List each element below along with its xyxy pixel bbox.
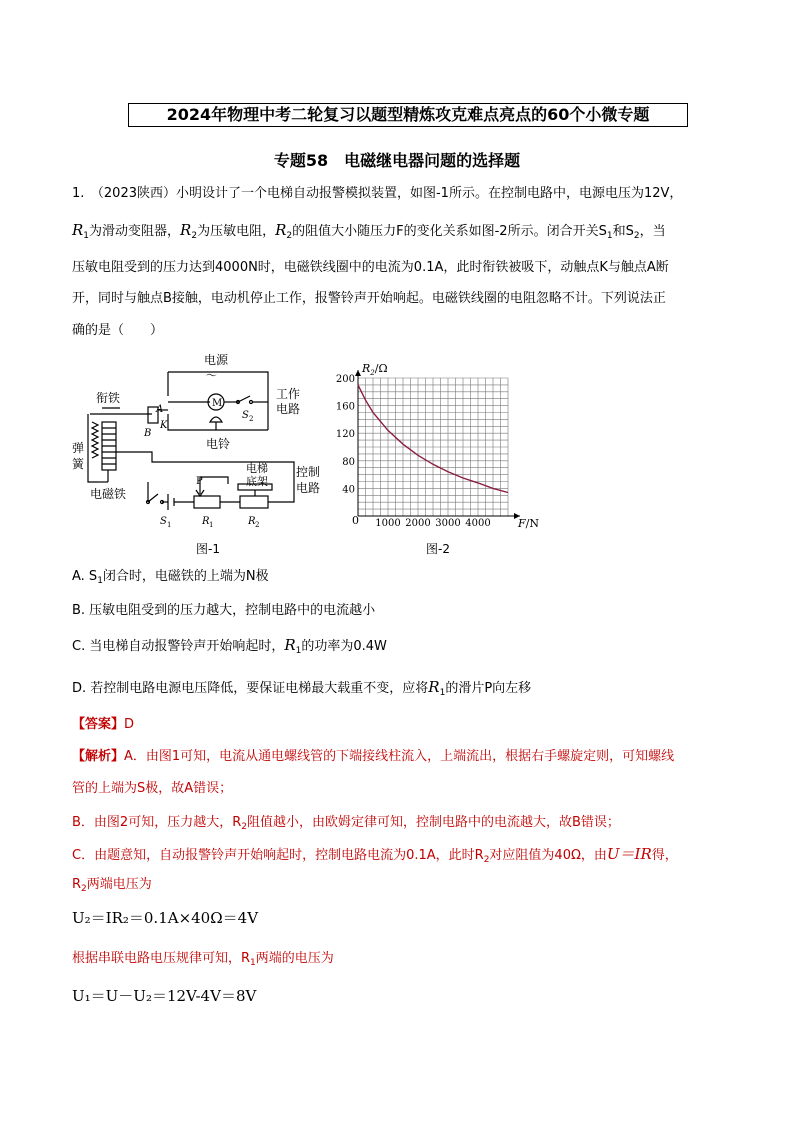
x-axis-label: F/N xyxy=(518,517,539,530)
analysis-line-3: B．由图2可知，压力越大，$R_2$阻值越小，由欧姆定律可知，控制电路中的电流越大，故B错误； xyxy=(72,815,620,832)
x-tick-label: 1000 xyxy=(375,518,401,529)
label-r1: R xyxy=(202,516,210,527)
y-tick-label: 40 xyxy=(342,484,355,496)
label-power: 电源 xyxy=(204,353,229,367)
analysis-line-5: $R_2$两端电压为 xyxy=(72,877,152,894)
analysis-line-1: 【解析】A．由图1可知，电流从通电螺线管的下端接线柱流入，上端流出，根据右手螺旋定则，可知螺线 xyxy=(72,749,675,764)
topic-title: 专题58 电磁继电器问题的选择题 xyxy=(273,151,521,170)
pressure-resistor-r2 xyxy=(240,496,268,508)
question-line-5: 确的是（ ） xyxy=(72,323,164,338)
label-magnet: 电磁铁 xyxy=(90,487,127,501)
question-line-2: $R_1$为滑动变阻器，$R_2$为压敏电阻，$R_2$的阻值大小随压力F的变化关系如图-2所示。闭合开关$S_1$和$S_2$，当 xyxy=(72,221,666,241)
label-armature: 衔铁 xyxy=(96,391,121,405)
svg-text:1: 1 xyxy=(167,521,172,529)
option-d: D. 若控制电路电源电压降低，要保证电梯最大载重不变，应将$R_1$的滑片P向左移 xyxy=(72,678,532,698)
label-spring-2: 簧 xyxy=(72,457,85,471)
analysis-line-4: C．由题意知，自动报警铃声开始响起时，控制电路电流为0.1A，此时$R_2$对应阻值为40Ω，由U＝IR得， xyxy=(72,845,678,865)
y-axis-arrow xyxy=(355,370,361,376)
label-work-1: 工作 xyxy=(276,387,301,401)
analysis-line-2: 管的上端为S极，故A错误； xyxy=(72,781,233,796)
rheostat-r1 xyxy=(194,496,220,508)
label-r2: R xyxy=(248,516,256,527)
label-b: B xyxy=(144,428,152,439)
x-tick-label: 3000 xyxy=(435,518,461,529)
x-tick-label: 2000 xyxy=(405,518,431,529)
series-title: 2024年物理中考二轮复习以题型精炼攻克难点亮点的60个小微专题 xyxy=(128,103,688,127)
label-k: K xyxy=(160,420,168,431)
label-ctrl-1: 控制 xyxy=(296,465,321,479)
formula-u2: U₂＝IR₂＝0.1A×40Ω＝4V xyxy=(72,909,259,927)
question-line-1: 1. （2023陕西）小明设计了一个电梯自动报警模拟装置，如图-1所示。在控制电路中，电源电压为12V， xyxy=(72,186,683,201)
svg-text:2: 2 xyxy=(249,415,254,423)
label-ctrl-2: 电路 xyxy=(296,481,321,495)
origin-label: 0 xyxy=(352,514,359,527)
label-ac: ～ xyxy=(206,369,217,382)
chart-axes xyxy=(355,370,520,519)
svg-text:1: 1 xyxy=(209,521,214,529)
y-tick-label: 120 xyxy=(335,429,355,441)
label-p: P xyxy=(196,476,203,487)
label-work-2: 电路 xyxy=(276,402,301,416)
x-tick-label: 4000 xyxy=(465,518,491,529)
label-s1: S xyxy=(160,516,167,527)
question-line-3: 压敏电阻受到的压力达到4000N时，电磁铁线圈中的电流为0.1A，此时衔铁被吸下，动触点K与触点A断 xyxy=(72,260,669,275)
formula-u1: U₁＝U－U₂＝12V-4V＝8V xyxy=(72,987,257,1005)
option-c: C. 当电梯自动报警铃声开始响起时，$R_1$的功率为0.4W xyxy=(72,636,387,656)
label-spring-1: 弹 xyxy=(72,441,85,455)
circuit-diagram xyxy=(68,352,340,532)
question-line-4: 开，同时与触点B接触，电动机停止工作，报警铃声开始响起。电磁铁线圈的电阻忽略不计。下列说法正 xyxy=(72,291,666,306)
chart-grid xyxy=(358,378,508,516)
svg-text:2: 2 xyxy=(255,521,260,529)
label-bell: 电铃 xyxy=(206,437,231,451)
label-motor: M xyxy=(212,398,223,409)
answer-line: 【答案】D xyxy=(72,717,135,732)
label-s2: S xyxy=(242,410,249,421)
figure1-caption: 图-1 xyxy=(196,542,220,556)
option-a: A. $S_1$闭合时，电磁铁的上端为N极 xyxy=(72,569,269,586)
y-tick-label: 200 xyxy=(335,374,355,385)
figure2-caption: 图-2 xyxy=(426,542,450,556)
y-axis-label: $R_2/\Omega$ xyxy=(362,362,388,377)
analysis-line-6: 根据串联电路电压规律可知，$R_1$两端的电压为 xyxy=(72,951,334,968)
y-tick-label: 160 xyxy=(335,401,355,413)
label-lift-2: 底架 xyxy=(246,475,268,488)
label-lift-1: 电梯 xyxy=(246,462,268,475)
label-a: A xyxy=(156,404,164,415)
y-tick-label: 80 xyxy=(342,456,355,468)
option-b: B. 压敏电阻受到的压力越大，控制电路中的电流越小 xyxy=(72,603,376,618)
spring xyxy=(92,422,98,458)
bell-symbol xyxy=(210,417,222,422)
resistance-force-chart xyxy=(330,360,550,535)
battery xyxy=(168,494,174,510)
